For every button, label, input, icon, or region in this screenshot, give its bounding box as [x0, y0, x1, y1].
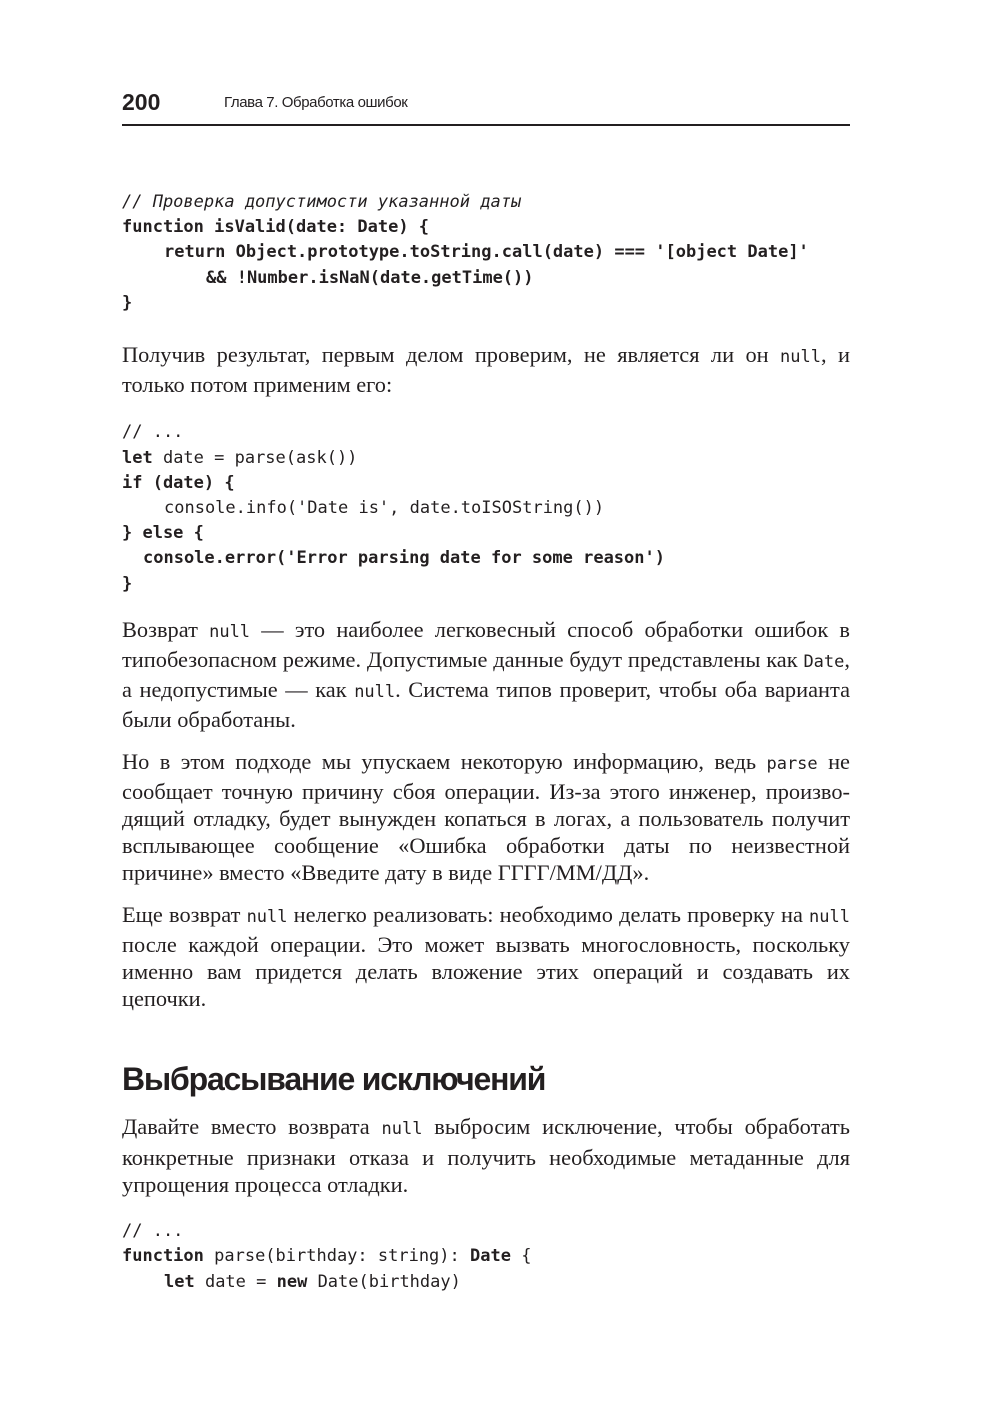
text-run: Получив результат, первым делом проверим, не является ли он — [122, 342, 781, 368]
code-keyword: let — [164, 1271, 195, 1292]
code-text: date = parse(ask()) — [152, 447, 358, 468]
code-line: } else { — [122, 523, 204, 544]
code-line: function isValid(date: Date) { — [122, 217, 430, 238]
code-text: Date(birthday) — [307, 1271, 461, 1292]
section-heading: Выбрасывание исключений — [122, 1061, 546, 1098]
code-text: { — [510, 1246, 532, 1267]
code-type: Date — [470, 1246, 511, 1267]
code-line: } — [122, 292, 133, 313]
text-run: не сообщает точную причину сбоя операции. Из-за этого инженер, производящий отладку, будет вынужден копаться в логах, а пользователь получит всплывающее сообщение «Ошибка обработки даты по неизвестной причине» вместо «Введите дату в виде ГГГГ/ММ/ДД». — [122, 748, 850, 886]
code-line: console.error('Error parsing date for some reason') — [143, 548, 665, 569]
code-block-isvalid — [122, 190, 850, 316]
inline-code: null — [780, 347, 821, 368]
text-run: Но в этом подходе мы упускаем некоторую информацию, ведь — [122, 748, 767, 774]
paragraph-lost-info — [122, 748, 850, 887]
code-line: } — [122, 573, 133, 594]
code-line: return Object.prototype.toString.call(date) === '[object Date]' — [164, 242, 809, 263]
text-run: нелегко реализовать: необходимо делать проверку на — [287, 901, 810, 927]
code-line: if (date) { — [122, 472, 235, 493]
inline-code: null — [381, 1119, 423, 1140]
code-comment: // Проверка допустимости указанной даты — [122, 192, 522, 212]
inline-code: null — [246, 906, 288, 927]
inline-code: parse — [766, 753, 818, 774]
text-run: — это наиболее легковесный способ обработки ошибок в типобезопасном режиме. Допустимые данные будут представлены как — [122, 616, 850, 673]
text-run: Возврат — [122, 616, 210, 642]
paragraph-null-return — [122, 616, 850, 734]
page-content — [122, 190, 850, 1295]
text-run: Еще возврат — [122, 901, 247, 927]
chapter-title: Глава 7. Обработка ошибок — [224, 94, 408, 111]
paragraph-null-checks — [122, 901, 850, 1013]
code-text: parse(birthday: string): — [203, 1246, 470, 1267]
code-comment: // ... — [122, 1221, 184, 1242]
page-number: 200 — [122, 89, 161, 115]
text-run: , а недопустимые — как — [122, 647, 850, 703]
inline-code: null — [809, 906, 850, 927]
code-line: && !Number.isNaN(date.getTime()) — [206, 267, 534, 288]
code-keyword: new — [276, 1271, 308, 1292]
code-comment: // ... — [122, 422, 184, 443]
running-head — [122, 86, 850, 126]
inline-code: null — [209, 621, 251, 642]
paragraph-throw-exception — [122, 1113, 850, 1198]
code-text: date = — [194, 1271, 277, 1292]
text-run: после каждой операции. Это может вызвать многословность, поскольку именно вам придется делать вложение этих операций и создавать их цепочки. — [122, 931, 850, 1012]
code-block-parse — [122, 1219, 850, 1295]
code-keyword: let — [122, 447, 153, 468]
code-line: console.info('Date is', date.toISOString()) — [164, 498, 605, 519]
paragraph-check-null — [122, 341, 850, 398]
code-block-usage — [122, 420, 850, 596]
inline-code: null — [354, 682, 396, 703]
text-run: выбросим исключение, чтобы обработать конкретные признаки отказа и получить необходимые метаданные для упрощения процесса отладки. — [122, 1114, 850, 1197]
code-keyword: function — [122, 1246, 204, 1267]
text-run: . Система типов проверит, чтобы оба варианта были обработаны. — [122, 677, 851, 733]
text-run: , и только потом применим его: — [122, 342, 850, 398]
inline-code: Date — [803, 652, 845, 673]
text-run: Давайте вместо возврата — [122, 1114, 382, 1140]
